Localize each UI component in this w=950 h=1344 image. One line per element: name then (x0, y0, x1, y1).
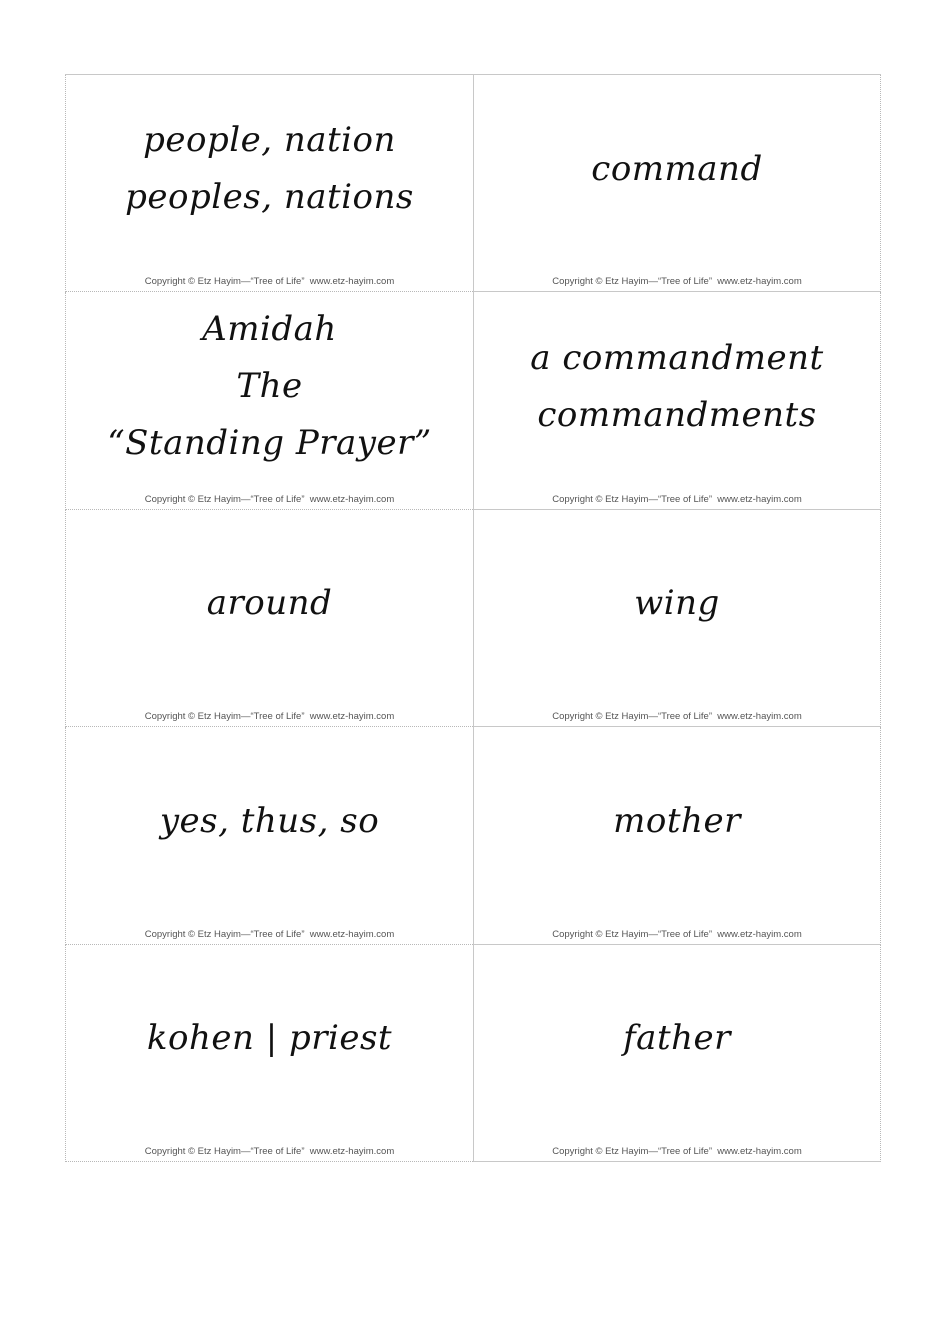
copyright-notice: Copyright © Etz Hayim—“Tree of Life” www.etz-hayim.com (552, 928, 802, 940)
card-text (66, 945, 473, 1133)
flashcard-2 (473, 75, 881, 292)
copyright-notice: Copyright © Etz Hayim—“Tree of Life” www.etz-hayim.com (144, 711, 395, 723)
flashcard-5 (65, 510, 473, 727)
flashcard-sheet (65, 74, 881, 1161)
card-line: mother (613, 800, 741, 841)
copyright-notice: Copyright © Etz Hayim—“Tree of Life” www.etz-hayim.com (144, 1145, 395, 1157)
flashcard-8 (473, 727, 881, 944)
flashcard-4 (473, 292, 881, 509)
card-text (474, 945, 880, 1133)
card-line: “Standing Prayer” (107, 423, 432, 464)
copyright-notice: Copyright © Etz Hayim—“Tree of Life” www.etz-hayim.com (552, 493, 802, 505)
copyright-notice: Copyright © Etz Hayim—“Tree of Life” www.etz-hayim.com (144, 493, 395, 505)
card-text (66, 292, 473, 480)
copyright-notice: Copyright © Etz Hayim—“Tree of Life” www.etz-hayim.com (552, 1145, 802, 1157)
card-line: yes, thus, so (159, 800, 380, 841)
card-line: kohen | priest (146, 1018, 393, 1059)
card-line: people, nation (143, 120, 396, 161)
flashcard-9 (65, 945, 473, 1162)
flashcard-10 (473, 945, 881, 1162)
card-line: a commandment (530, 337, 824, 378)
card-line: peoples, nations (125, 177, 414, 218)
card-text (66, 510, 473, 698)
flashcard-3 (65, 292, 473, 509)
flashcard-1 (65, 75, 473, 292)
flashcard-7 (65, 727, 473, 944)
card-line: The (236, 366, 303, 407)
card-line: command (591, 148, 763, 189)
card-text (474, 75, 880, 263)
flashcard-6 (473, 510, 881, 727)
card-line: father (623, 1018, 731, 1059)
card-text (474, 292, 880, 480)
card-line: commandments (537, 394, 817, 435)
card-line: around (206, 583, 333, 624)
card-text (474, 510, 880, 698)
copyright-notice: Copyright © Etz Hayim—“Tree of Life” www.etz-hayim.com (144, 928, 395, 940)
copyright-notice: Copyright © Etz Hayim—“Tree of Life” www.etz-hayim.com (144, 276, 395, 288)
card-text (66, 727, 473, 915)
card-text (66, 75, 473, 263)
card-line: Amidah (202, 309, 337, 350)
card-text (474, 727, 880, 915)
copyright-notice: Copyright © Etz Hayim—“Tree of Life” www.etz-hayim.com (552, 711, 802, 723)
copyright-notice: Copyright © Etz Hayim—“Tree of Life” www.etz-hayim.com (552, 276, 802, 288)
card-line: wing (634, 583, 720, 624)
